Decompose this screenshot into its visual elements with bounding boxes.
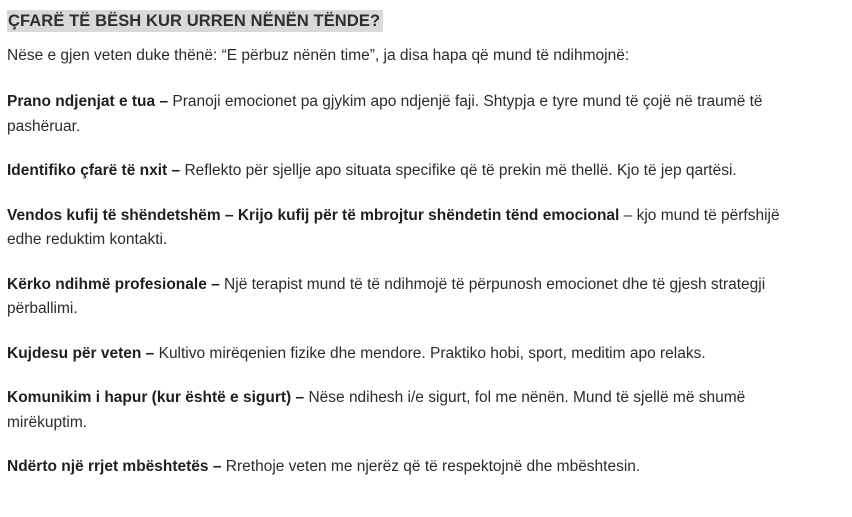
tip-lead: Prano ndjenjat e tua –: [7, 93, 169, 110]
tip-text: Rrethoje veten me njerëz që të respektojnë dhe mbështesin.: [221, 458, 641, 475]
tip-text: Nëse ndihesh i/e sigurt, fol me nënën. Mund të sjellë më shumë mirëkuptim.: [7, 389, 746, 431]
tip-text: Reflekto për sjellje apo situata specifike që të prekin më thellë. Kjo të jep qartësi.: [180, 162, 737, 179]
tip-text: – kjo mund të përfshijë edhe reduktim kontakti.: [7, 206, 780, 248]
intro-paragraph: Nëse e gjen veten duke thënë: “E përbuz nënën time”, ja disa hapa që mund të ndihmojnë:: [7, 47, 630, 64]
tip-item: [7, 386, 787, 435]
tip-text: Kultivo mirëqenien fizike dhe mendore. Praktiko hobi, sport, meditim apo relaks.: [154, 344, 706, 362]
tip-item: [7, 204, 787, 253]
tip-lead: Ndërto një rrjet mbështetës –: [7, 458, 222, 475]
tip-item: [7, 342, 787, 367]
tip-lead: Identifiko çfarë të nxit –: [7, 162, 181, 179]
tip-item: [7, 273, 787, 322]
section-heading: ÇFARË TË BËSH KUR URREN NËNËN TËNDE?: [7, 10, 383, 32]
tip-item: [7, 159, 787, 184]
article-section: [7, 10, 787, 500]
tip-lead: Kërko ndihmë profesionale –: [7, 275, 220, 293]
tip-text: Një terapist mund të të ndihmojë të përpunosh emocionet dhe të gjesh strategji përballimi.: [7, 275, 766, 317]
tip-lead: Vendos kufij të shëndetshëm – Krijo kufij për të mbrojtur shëndetin tënd emocional: [7, 206, 620, 224]
tip-lead: Komunikim i hapur (kur është e sigurt) –: [7, 389, 305, 406]
tip-item: [7, 455, 787, 480]
tip-item: [7, 90, 787, 139]
tip-lead: Kujdesu për veten –: [7, 344, 155, 362]
tip-text: Pranoji emocionet pa gjykim apo ndjenjë faji. Shtypja e tyre mund të çojë në traumë të pashëruar.: [7, 93, 763, 135]
